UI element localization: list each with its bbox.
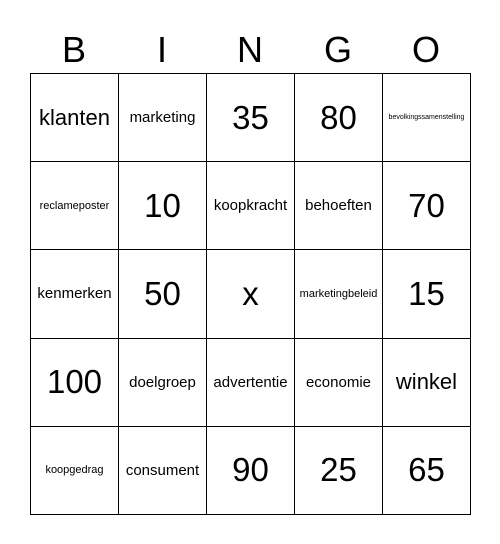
bingo-cell[interactable]: 65	[383, 427, 471, 515]
bingo-cell[interactable]: 80	[295, 74, 383, 162]
bingo-cell[interactable]: bevolkingssamenstelling	[383, 74, 471, 162]
bingo-cell[interactable]: 15	[383, 250, 471, 338]
header-letter-i: I	[156, 29, 167, 70]
header-letter-b: B	[61, 29, 86, 70]
bingo-cell[interactable]: marketingbeleid	[295, 250, 383, 338]
bingo-cell[interactable]: behoeften	[295, 162, 383, 250]
header-letter-o: O	[411, 29, 440, 70]
bingo-header	[30, 28, 470, 72]
header-letter-n: N	[237, 29, 263, 70]
bingo-cell[interactable]: advertentie	[207, 339, 295, 427]
bingo-cell[interactable]: 25	[295, 427, 383, 515]
header-letter-g: G	[323, 29, 352, 70]
bingo-cell[interactable]: klanten	[31, 74, 119, 162]
bingo-cell[interactable]: consument	[119, 427, 207, 515]
bingo-cell[interactable]: marketing	[119, 74, 207, 162]
bingo-cell[interactable]: doelgroep	[119, 339, 207, 427]
bingo-cell[interactable]: economie	[295, 339, 383, 427]
bingo-cell[interactable]: 100	[31, 339, 119, 427]
bingo-cell[interactable]: kenmerken	[31, 250, 119, 338]
bingo-cell[interactable]: 50	[119, 250, 207, 338]
bingo-cell[interactable]: 35	[207, 74, 295, 162]
bingo-cell[interactable]: koopgedrag	[31, 427, 119, 515]
bingo-cell[interactable]: 10	[119, 162, 207, 250]
bingo-cell[interactable]: koopkracht	[207, 162, 295, 250]
bingo-card-grid	[30, 73, 471, 515]
bingo-free-cell[interactable]: x	[207, 250, 295, 338]
bingo-cell[interactable]: 70	[383, 162, 471, 250]
bingo-cell[interactable]: 90	[207, 427, 295, 515]
bingo-cell[interactable]: reclameposter	[31, 162, 119, 250]
bingo-cell[interactable]: winkel	[383, 339, 471, 427]
